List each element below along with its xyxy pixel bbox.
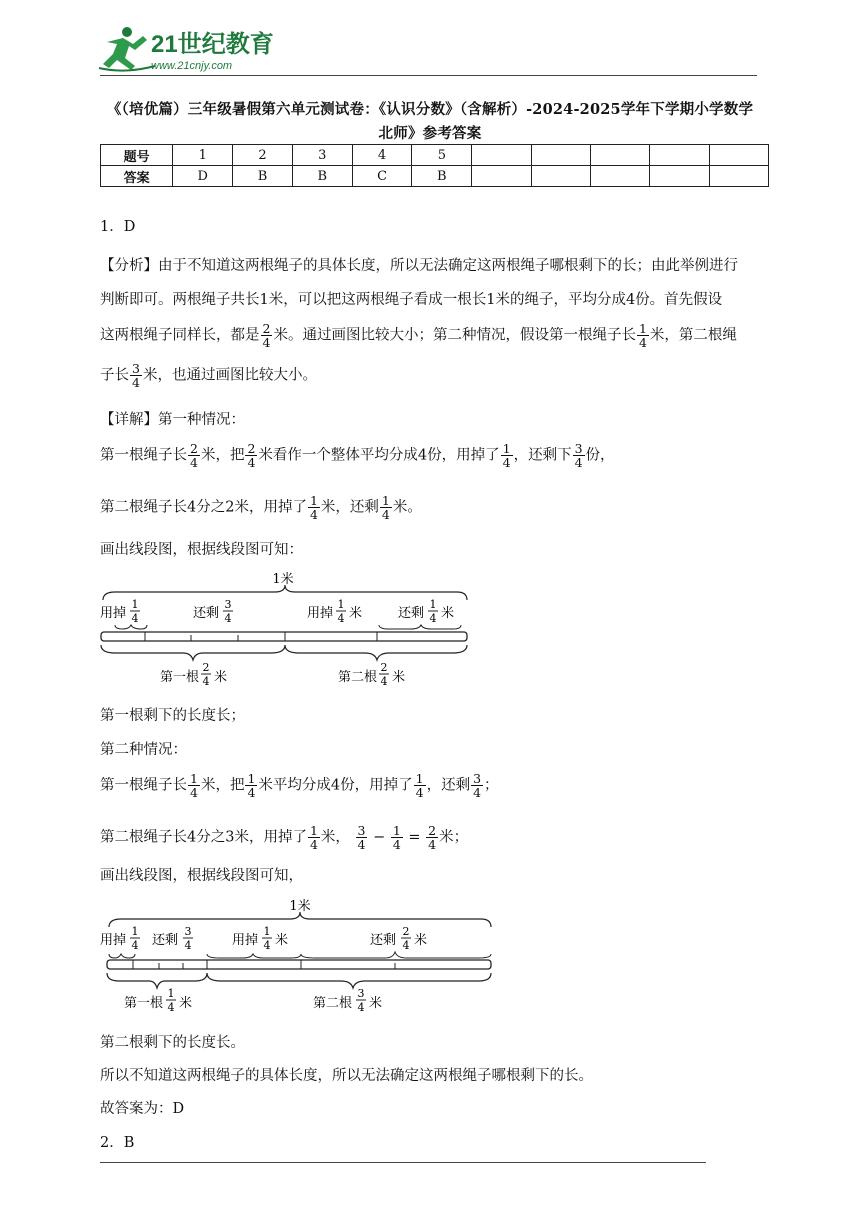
table-cell [472, 166, 531, 187]
case2-line-2: 第二根绳子长4分之3米，用掉了 $\frac{1}{4}$ 米， $\frac{3}{4}$ − $\frac{1}{4}$ = $\frac{2}{4}$ 米； [100, 823, 469, 852]
row-label-number: 题号 [101, 145, 173, 166]
svg-text:1: 1 [429, 598, 437, 611]
top-brace [103, 585, 467, 600]
svg-text:4: 4 [429, 612, 437, 625]
table-cell [650, 166, 709, 187]
bottom-brace-1 [101, 645, 285, 660]
fraction: $\frac{1}{4}$ [309, 823, 318, 852]
header-divider [100, 75, 757, 76]
table-cell [709, 145, 768, 166]
svg-text:4: 4 [357, 1001, 365, 1014]
svg-text:2: 2 [380, 661, 388, 674]
analysis-line-2: 判断即可。两根绳子共长1米，可以把这两根绳子看成一根长1米的绳子，平均分成4份。首先假设 [100, 292, 723, 308]
table-cell [590, 145, 649, 166]
small-brace [115, 625, 147, 629]
table-cell: 5 [412, 145, 472, 166]
svg-text:米: 米 [349, 606, 363, 621]
fraction [201, 661, 211, 688]
fraction: $\frac{1}{4}$ [381, 493, 390, 522]
table-cell: 4 [352, 145, 412, 166]
svg-text:4: 4 [402, 939, 410, 952]
svg-text:第二根: 第二根 [313, 996, 353, 1011]
segment-diagram-2 [95, 892, 500, 1022]
final-answer: 故答案为：D [100, 1101, 185, 1117]
svg-text:1: 1 [337, 598, 345, 611]
svg-text:米: 米 [369, 996, 383, 1011]
fraction [130, 925, 140, 952]
answer-table [100, 144, 769, 187]
rope-bar [101, 632, 467, 641]
svg-text:用掉: 用掉 [100, 933, 127, 948]
row-label-answer: 答案 [101, 166, 173, 187]
case2-line-1: 第一根绳子长 $\frac{1}{4}$ 米，把 $\frac{1}{4}$ 米平均分成4份，用掉了 $\frac{1}{4}$ ，还剩 $\frac{3}{4}$ ； [100, 771, 499, 800]
table-cell [709, 166, 768, 187]
svg-text:4: 4 [224, 612, 232, 625]
rope2-label: 第二根 [338, 670, 378, 685]
q2-answer: 2．B [100, 1135, 135, 1151]
top-brace [109, 912, 491, 927]
svg-text:3: 3 [357, 987, 365, 1000]
fraction: $\frac{3}{4}$ [473, 771, 482, 800]
fraction [183, 925, 193, 952]
fraction: $\frac{1}{4}$ [190, 771, 198, 800]
draw-instruction-1: 画出线段图，根据线段图可知： [100, 542, 303, 558]
table-cell [590, 166, 649, 187]
fraction [336, 598, 346, 625]
svg-text:米: 米 [214, 670, 228, 685]
label-left: 还剩 [193, 606, 220, 621]
svg-text:4: 4 [263, 939, 271, 952]
svg-text:2: 2 [202, 661, 210, 674]
draw-instruction-2: 画出线段图，根据线段图可知， [100, 868, 303, 884]
svg-text:1: 1 [131, 925, 139, 938]
conclusion: 所以不知道这两根绳子的具体长度，所以无法确定这两根绳子哪根剩下的长。 [100, 1068, 593, 1084]
fraction: $\frac{2}{4}$ [247, 441, 256, 470]
fraction: $\frac{1}{4}$ [638, 321, 647, 350]
rope1-label: 第一根 [160, 670, 200, 685]
table-cell: B [412, 166, 472, 187]
table-cell: B [292, 166, 352, 187]
fraction [166, 987, 176, 1014]
total-label: 1米 [272, 572, 294, 587]
svg-text:米: 米 [441, 606, 455, 621]
table-row [101, 145, 769, 166]
q1-answer: 1．D [100, 219, 136, 235]
svg-text:还剩: 还剩 [152, 933, 179, 948]
case1-line-2: 第二根绳子长4分之2米，用掉了 $\frac{1}{4}$ 米，还剩 $\frac{1}{4}$ 米。 [100, 493, 422, 522]
table-cell: 1 [173, 145, 233, 166]
fraction [223, 598, 233, 625]
svg-text:还剩: 还剩 [370, 933, 397, 948]
analysis-line-4: 子长 $\frac{3}{4}$ 米，也通过画图比较大小。 [100, 361, 317, 390]
fraction [262, 925, 272, 952]
svg-text:4: 4 [337, 612, 345, 625]
table-cell: 2 [233, 145, 293, 166]
fraction: $\frac{2}{4}$ [190, 441, 198, 470]
svg-text:4: 4 [184, 939, 192, 952]
svg-text:4: 4 [131, 612, 139, 625]
bottom-brace-1 [107, 973, 207, 988]
detail-label: 【详解】第一种情况： [100, 412, 245, 428]
table-cell: C [352, 166, 412, 187]
footer-divider [100, 1162, 706, 1163]
segment-diagram-1 [95, 565, 480, 695]
label-used: 用掉 [100, 606, 127, 621]
fraction [356, 987, 366, 1014]
fraction: $\frac{3}{4}$ [132, 361, 140, 390]
fraction: $\frac{2}{4}$ [262, 321, 271, 350]
table-cell: 3 [292, 145, 352, 166]
table-cell: B [233, 166, 293, 187]
site-logo [95, 22, 274, 76]
analysis-line-1: 【分析】由于不知道这两根绳子的具体长度，所以无法确定这两根绳子哪根剩下的长；由此举例进行 [100, 258, 738, 274]
svg-text:用掉: 用掉 [232, 933, 259, 948]
svg-text:米: 米 [179, 996, 193, 1011]
fraction [428, 598, 438, 625]
result-1: 第一根剩下的长度长； [100, 708, 245, 724]
table-cell [531, 166, 590, 187]
svg-text:第一根: 第一根 [124, 996, 164, 1011]
table-cell [472, 145, 531, 166]
fraction [130, 598, 140, 625]
case2-label: 第二种情况： [100, 742, 187, 758]
fraction [379, 661, 389, 688]
svg-text:3: 3 [224, 598, 232, 611]
fraction: $\frac{1}{4}$ [502, 441, 511, 470]
table-cell: D [173, 166, 233, 187]
runner-icon [99, 27, 155, 71]
svg-text:4: 4 [131, 939, 139, 952]
bottom-brace-2 [285, 645, 467, 660]
svg-text:米: 米 [414, 933, 428, 948]
logo-url: www.21cnjy.com [151, 60, 233, 72]
total-label: 1米 [289, 899, 311, 914]
svg-text:1: 1 [131, 598, 139, 611]
svg-text:4: 4 [380, 675, 388, 688]
page-title: 《（培优篇）三年级暑假第六单元测试卷：《认识分数》（含解析）-2024-2025学年下学期小学数学北师》参考答案 [106, 101, 754, 142]
rope-bar [107, 960, 491, 969]
fraction: $\frac{1}{4}$ [392, 823, 401, 852]
fraction [401, 925, 411, 952]
analysis-line-3: 这两根绳子同样长，都是 $\frac{2}{4}$ 米。通过画图比较大小；第二种情况，假设第一根绳子长 $\frac{1}{4}$ 米，第二根绳 [100, 321, 737, 350]
svg-text:米: 米 [275, 933, 289, 948]
table-cell [650, 145, 709, 166]
svg-text:1: 1 [263, 925, 271, 938]
case1-line-1: 第一根绳子长 $\frac{2}{4}$ 米，把 $\frac{2}{4}$ 米看作一个整体平均分成4份，用掉了 $\frac{1}{4}$ ，还剩下 $\frac{3}{4}$ 份， [100, 441, 615, 470]
fraction: $\frac{1}{4}$ [247, 771, 256, 800]
svg-text:3: 3 [184, 925, 192, 938]
svg-text:1: 1 [167, 987, 175, 1000]
fraction: $\frac{2}{4}$ [428, 823, 437, 852]
svg-text:4: 4 [167, 1001, 175, 1014]
fraction: $\frac{3}{4}$ [357, 823, 366, 852]
table-row [101, 166, 769, 187]
table-cell [531, 145, 590, 166]
svg-text:2: 2 [402, 925, 410, 938]
logo-text: 21世纪教育 [151, 31, 274, 58]
svg-text:4: 4 [202, 675, 210, 688]
fraction: $\frac{3}{4}$ [574, 441, 583, 470]
label-left-2: 还剩 [398, 606, 425, 621]
svg-text:米: 米 [392, 670, 406, 685]
bottom-brace-2 [207, 973, 491, 988]
fraction: $\frac{1}{4}$ [415, 771, 424, 800]
label-used-2: 用掉 [307, 606, 334, 621]
result-2: 第二根剩下的长度长。 [100, 1035, 245, 1051]
fraction: $\frac{1}{4}$ [309, 493, 318, 522]
